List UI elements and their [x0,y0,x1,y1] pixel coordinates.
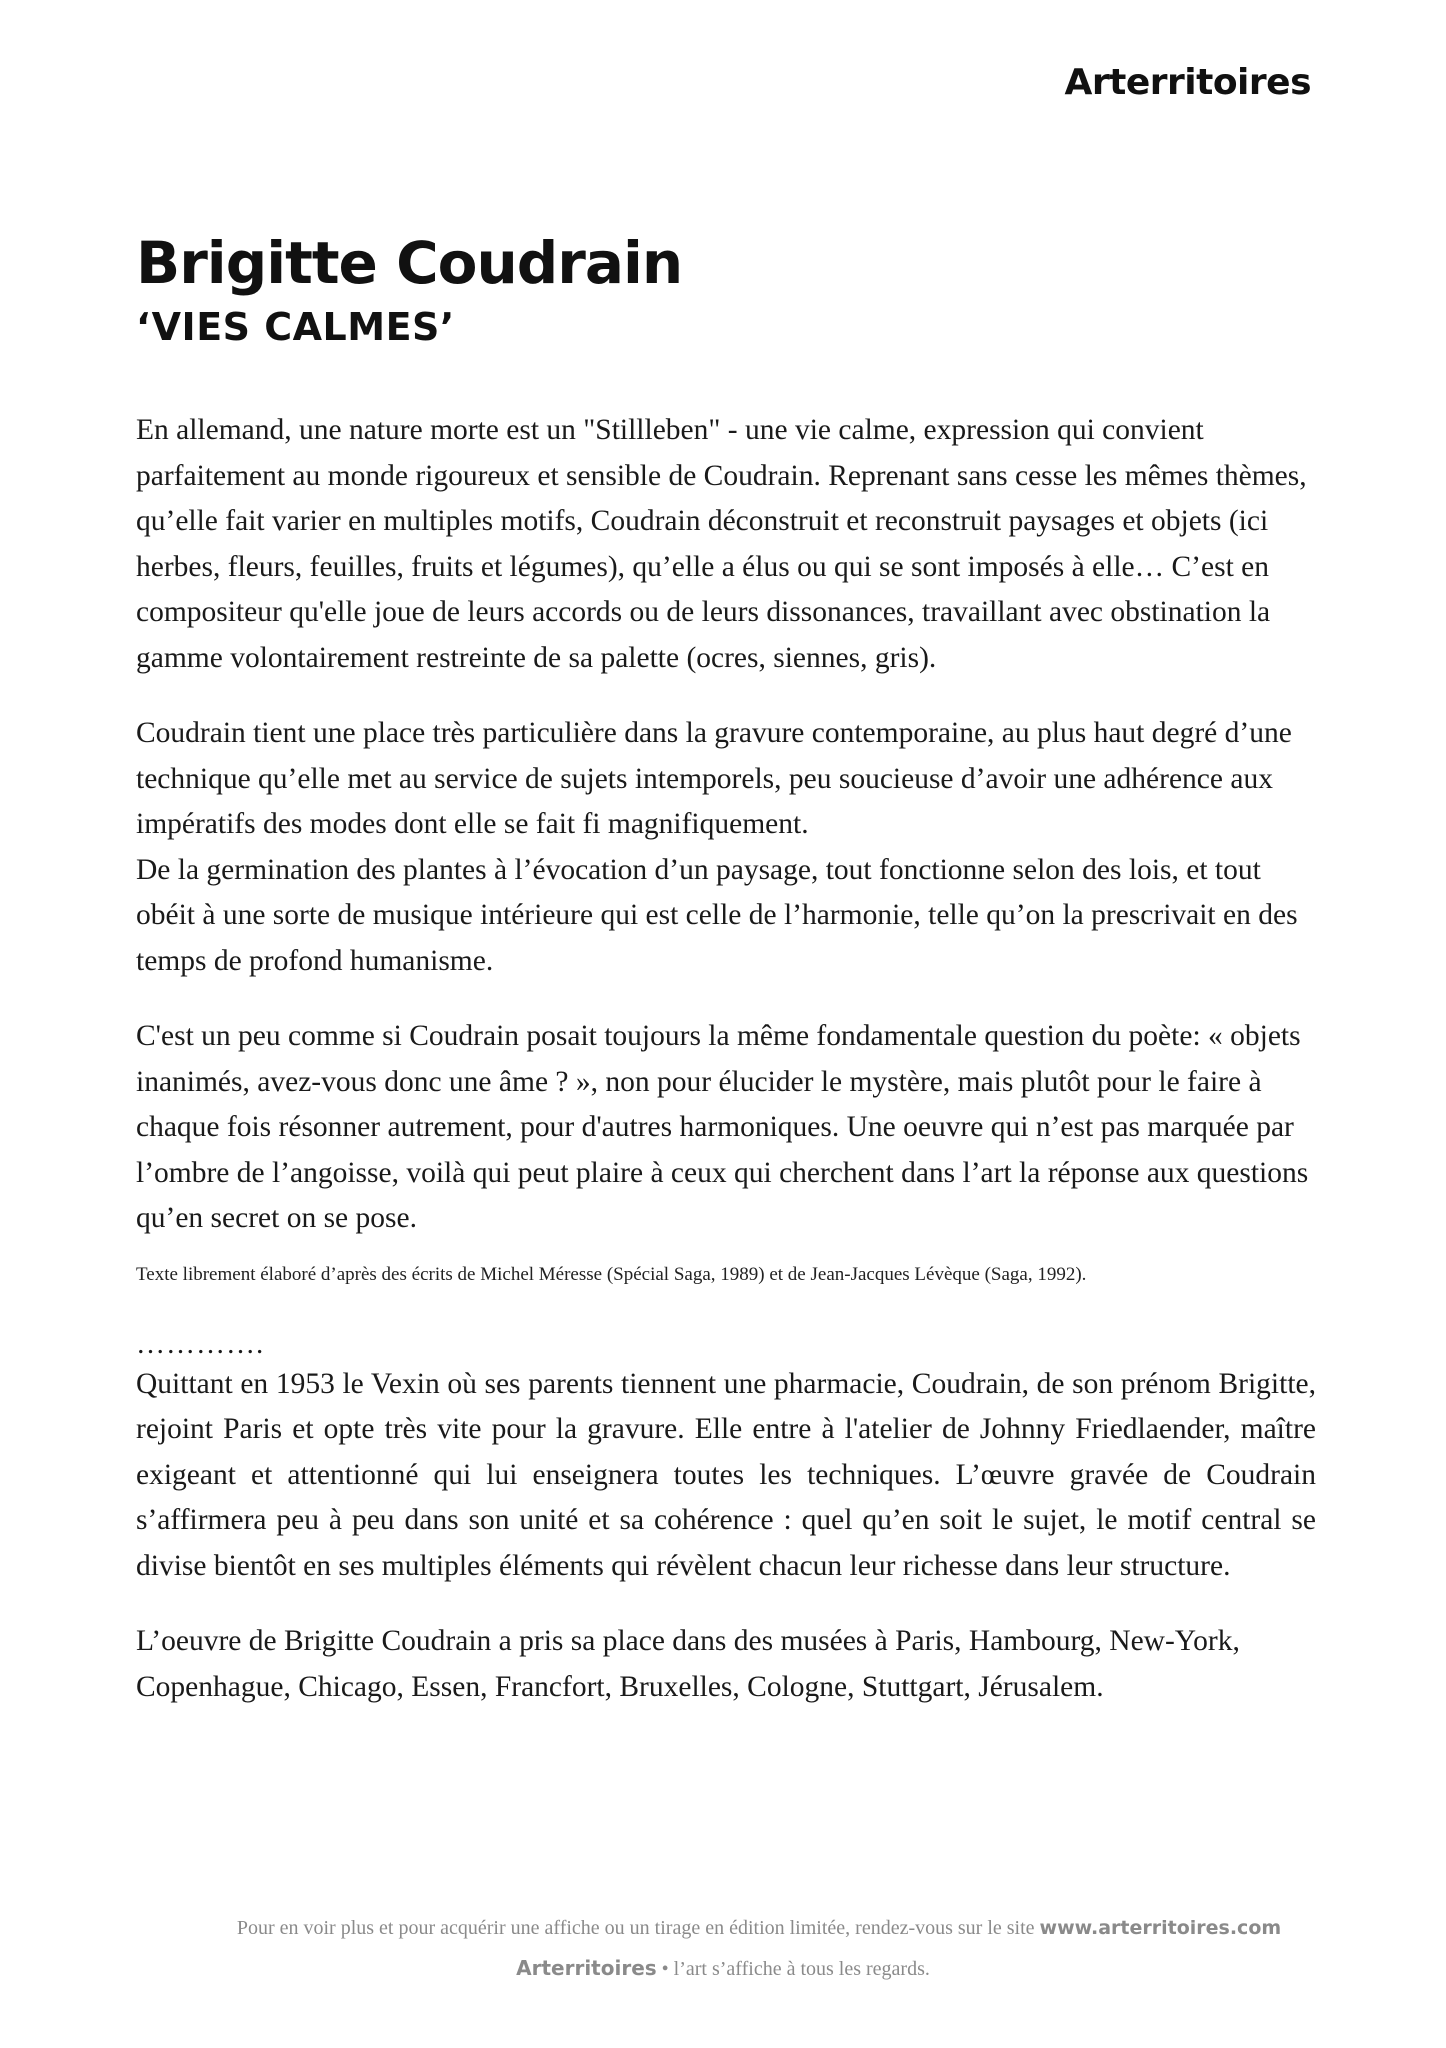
exhibition-title: ‘VIES CALMES’ [136,305,455,349]
section-separator: …………. [136,1327,265,1360]
museums-paragraph: L’oeuvre de Brigitte Coudrain a pris sa place dans des musées à Paris, Hambourg, New-York, Copenhague, Chicago, Essen, Francfort, Bruxelles, Cologne, Stuttgart, Jérusalem. [136,1625,1240,1703]
footer-brand: Arterritoires [516,1956,657,1980]
biography-paragraph: Quittant en 1953 le Vexin où ses parents tiennent une pharmacie, Coudrain, de son prénom Brigitte, rejoint Paris et opte très vite pour la gravure. Elle entre à l'atelier de Johnny Friedlaender, maître exigeant et attentionné qui lui enseignera toutes les techniques. L’œuvre gravée de Coudrain s’affirmera peu à peu dans son unité et sa cohérence : quel qu’en soit le sujet, le motif central se divise bientôt en ses multiples éléments qui révèlent chacun leur richesse dans leur structure. [136,1367,1316,1582]
footer-cta-text: Pour en voir plus et pour acquérir une affiche ou un tirage en édition limitée, rendez-vous sur le site [236,1917,1040,1939]
footer-cta [0,1908,1446,1948]
brand-logo: Arterritoires [1064,62,1311,103]
source-credit: Texte librement élaboré d’après des écrits de Michel Méresse (Spécial Saga, 1989) et de Jean-Jacques Lévèque (Saga, 1992). [136,1263,1087,1285]
page-footer [0,1908,1446,1989]
harmony-text: De la germination des plantes à l’évocation d’un paysage, tout fonctionne selon des lois, et tout obéit à une sorte de musique intérieure qui est celle de l’harmonie, telle qu’on la prescrivait en des temps de profond humanisme. [136,853,1298,977]
technique-paragraph [136,711,1316,984]
intro-paragraph: En allemand, une nature morte est un "Stillleben" - une vie calme, expression qui convient parfaitement au monde rigoureux et sensible de Coudrain. Reprenant sans cesse les mêmes thèmes, qu’elle fait varier en multiples motifs, Coudrain déconstruit et reconstruit paysages et objets (ici herbes, fleurs, feuilles, fruits et légumes), qu’elle a élus ou qui se sont imposés à elle… C’est en compositeur qu'elle joue de leurs accords ou de leurs dissonances, travaillant avec obstination la gamme volontairement restreinte de sa palette (ocres, siennes, gris). [136,414,1307,674]
website-link[interactable]: www.arterritoires.com [1039,1917,1282,1939]
technique-text: Coudrain tient une place très particulière dans la gravure contemporaine, au plus haut degré d’une technique qu’elle met au service de sujets intemporels, peu soucieuse d’avoir une adhérence aux impératifs des modes dont elle se fait fi magnifiquement. [136,717,1292,840]
poet-question-paragraph: C'est un peu comme si Coudrain posait toujours la même fondamentale question du poète: « objets inanimés, avez-vous donc une âme ? », non pour élucider le mystère, mais plutôt pour le faire à chaque fois résonner autrement, pour d'autres harmoniques. Une oeuvre qui n’est pas marquée par l’ombre de l’angoisse, voilà qui peut plaire à ceux qui cherchent dans l’art la réponse aux questions qu’en secret on se pose. [136,1020,1309,1234]
artist-name: Brigitte Coudrain [136,229,683,297]
article [136,228,1316,1710]
footer-tagline-line [0,1948,1446,1989]
footer-tagline: • l’art s’affiche à tous les regards. [656,1958,930,1980]
